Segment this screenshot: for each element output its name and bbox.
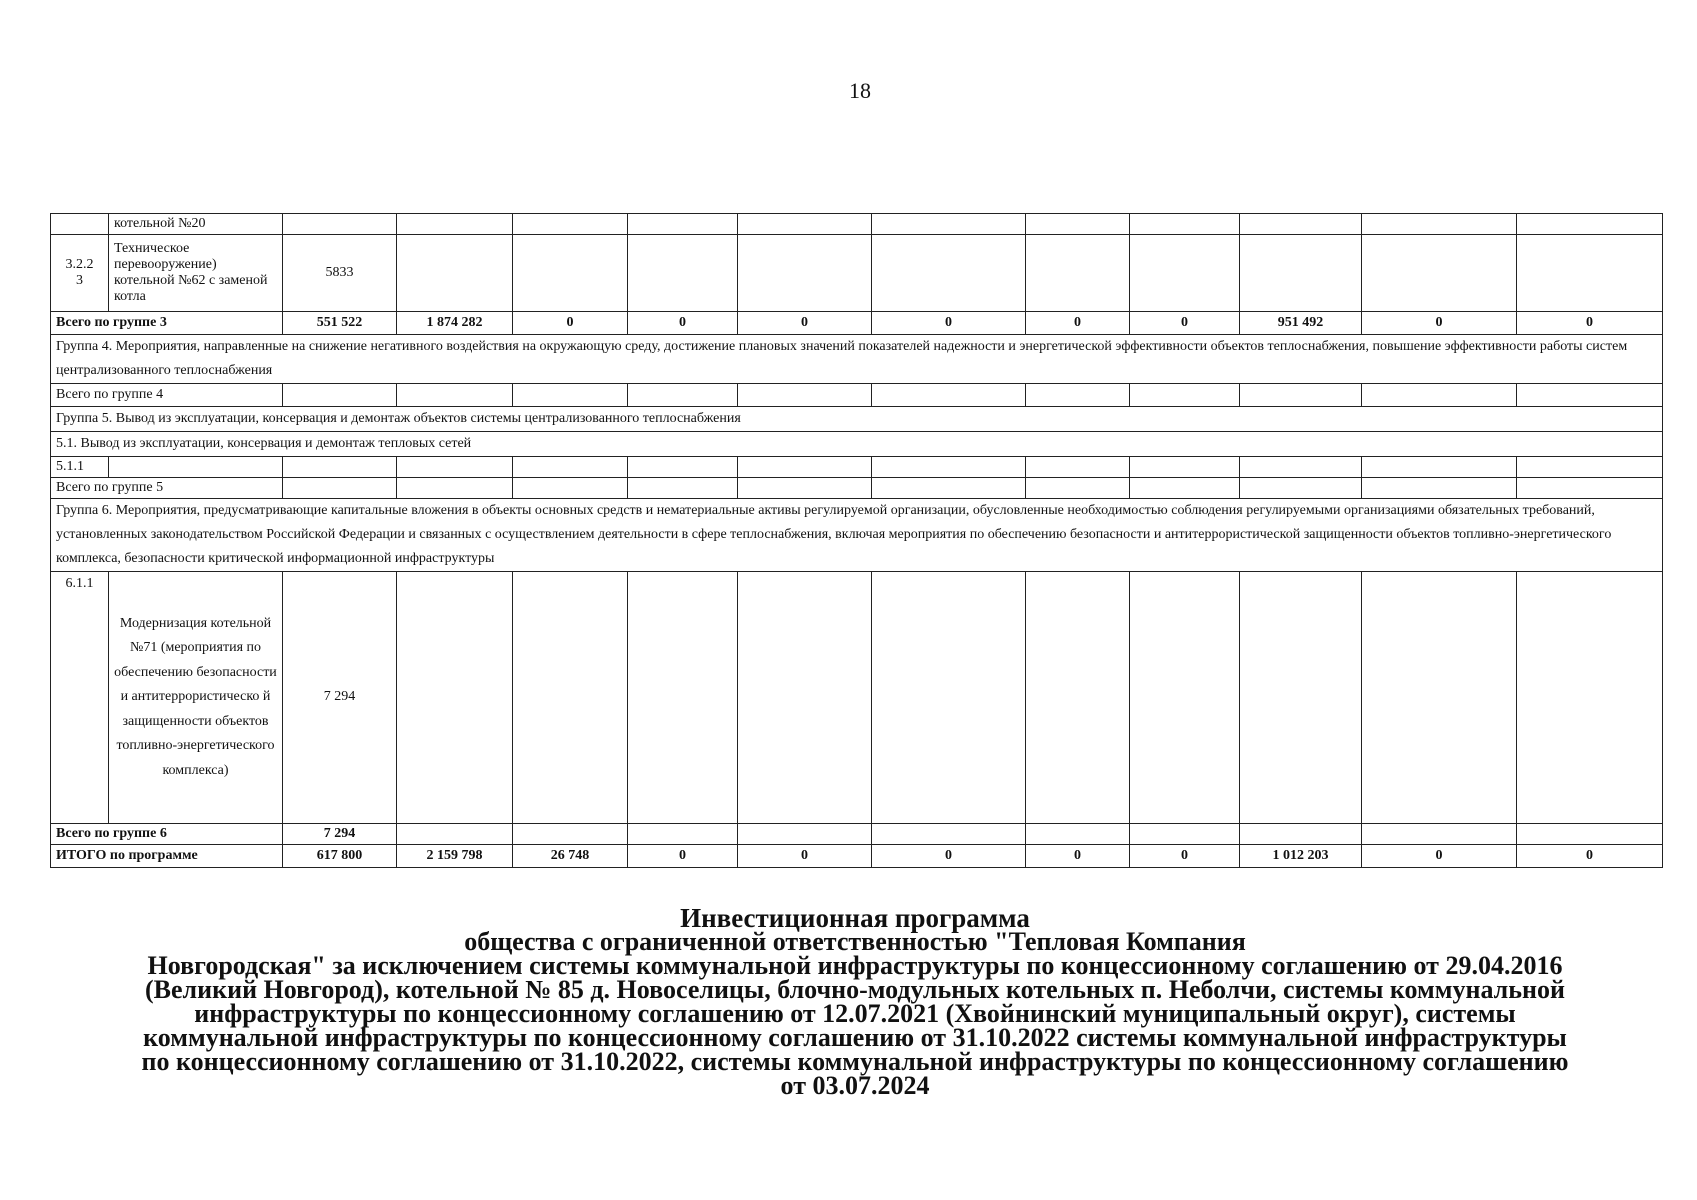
title-line: Инвестиционная программа [680, 903, 1030, 933]
title-line: (Великий Новгород), котельной № 85 д. Новоселицы, блочно-модульных котельных п. Неболчи, системы коммунальной [145, 975, 1565, 1004]
grand-total-value: 617 800 [283, 845, 397, 868]
total-value: 1 874 282 [397, 312, 513, 335]
title-line: Новгородская" за исключением системы коммунальной инфраструктуры по концессионному соглашению от 29.04.2016 [147, 951, 1563, 980]
total-value: 0 [1026, 312, 1130, 335]
grand-total-value: 0 [1130, 845, 1240, 868]
title-line: от 03.07.2024 [780, 1071, 930, 1100]
total-value: 0 [1517, 312, 1663, 335]
grand-total-value: 0 [1026, 845, 1130, 868]
table-row [51, 235, 1663, 312]
grand-total-value: 0 [1362, 845, 1517, 868]
total-label: Всего по группе 6 [51, 824, 283, 845]
item-name: котельной №20 [109, 214, 283, 235]
total-value: 0 [513, 312, 628, 335]
grand-total-value: 0 [628, 845, 738, 868]
item-value: 7 294 [283, 572, 397, 824]
total-value: 0 [1130, 312, 1240, 335]
table-row [51, 845, 1663, 868]
grand-total-value: 0 [738, 845, 872, 868]
investment-table [50, 213, 1663, 868]
group-heading: Группа 5. Вывод из эксплуатации, консервация и демонтаж объектов системы централизованного теплоснабжения [51, 407, 1663, 432]
table-row [51, 335, 1663, 384]
total-value: 0 [872, 312, 1026, 335]
table-row [51, 824, 1663, 845]
table-row [51, 214, 1663, 235]
title-line: по концессионному соглашению от 31.10.2022, системы коммунальной инфраструктуры по концессионному соглашению [141, 1047, 1569, 1076]
group-heading: Группа 6. Мероприятия, предусматривающие капитальные вложения в объекты основных средств и нематериальные активы регулируемой организации, обусловленные необходимостью соблюдения регулируемыми организациями обязательных требований, установленных законодательством Российской Федерации и связанных с осуществлением деятельности в сфере теплоснабжения, включая мероприятия по обеспечению безопасности и антитеррористической защищенности объектов топливно-энергетического комплекса, безопасности критической информационной инфраструктуры [51, 499, 1663, 572]
total-value: 7 294 [283, 824, 397, 845]
title-line: инфраструктуры по концессионному соглашению от 12.07.2021 (Хвойнинский муниципальный округ), системы [194, 999, 1516, 1028]
table-row [51, 457, 1663, 478]
table-row [51, 312, 1663, 335]
table-row [51, 478, 1663, 499]
item-number: 6.1.1 [51, 572, 109, 824]
table-row [51, 407, 1663, 432]
table-row [51, 572, 1663, 824]
grand-total-value: 2 159 798 [397, 845, 513, 868]
grand-total-value: 0 [872, 845, 1026, 868]
title-line: коммунальной инфраструктуры по концессионному соглашению от 31.10.2022 системы коммунальной инфраструктуры [143, 1023, 1567, 1052]
table-row [51, 384, 1663, 407]
total-value: 0 [1362, 312, 1517, 335]
total-label: Всего по группе 5 [51, 478, 283, 499]
page-number: 18 [849, 78, 871, 103]
grand-total-value: 1 012 203 [1240, 845, 1362, 868]
item-value: 5833 [283, 235, 397, 312]
grand-total-value: 0 [1517, 845, 1663, 868]
group-heading: Группа 4. Мероприятия, направленные на снижение негативного воздействия на окружающую среду, достижение плановых значений показателей надежности и энергетической эффективности объектов теплоснабжения, повышение эффективности работы систем централизованного теплоснабжения [51, 335, 1663, 384]
total-label: Всего по группе 4 [51, 384, 283, 407]
total-value: 951 492 [1240, 312, 1362, 335]
total-label: Всего по группе 3 [51, 312, 283, 335]
total-value: 0 [628, 312, 738, 335]
subgroup-heading: 5.1. Вывод из эксплуатации, консервация и демонтаж тепловых сетей [51, 432, 1663, 457]
item-number: 5.1.1 [51, 457, 109, 478]
table-row [51, 499, 1663, 572]
item-name: Техническое перевооружение) котельной №62 с заменой котла [109, 235, 283, 312]
item-number: 3.2.2 3 [51, 235, 109, 312]
total-value: 0 [738, 312, 872, 335]
total-value: 551 522 [283, 312, 397, 335]
title-line: общества с ограниченной ответственностью "Тепловая Компания [464, 927, 1246, 956]
grand-total-label: ИТОГО по программе [51, 845, 283, 868]
program-title [40, 903, 1670, 1100]
grand-total-value: 26 748 [513, 845, 628, 868]
item-name: Модернизация котельной №71 (мероприятия по обеспечению безопасности и антитеррористическо й защищенности объектов топливно-энергетического комплекса) [109, 572, 283, 824]
table-row [51, 432, 1663, 457]
